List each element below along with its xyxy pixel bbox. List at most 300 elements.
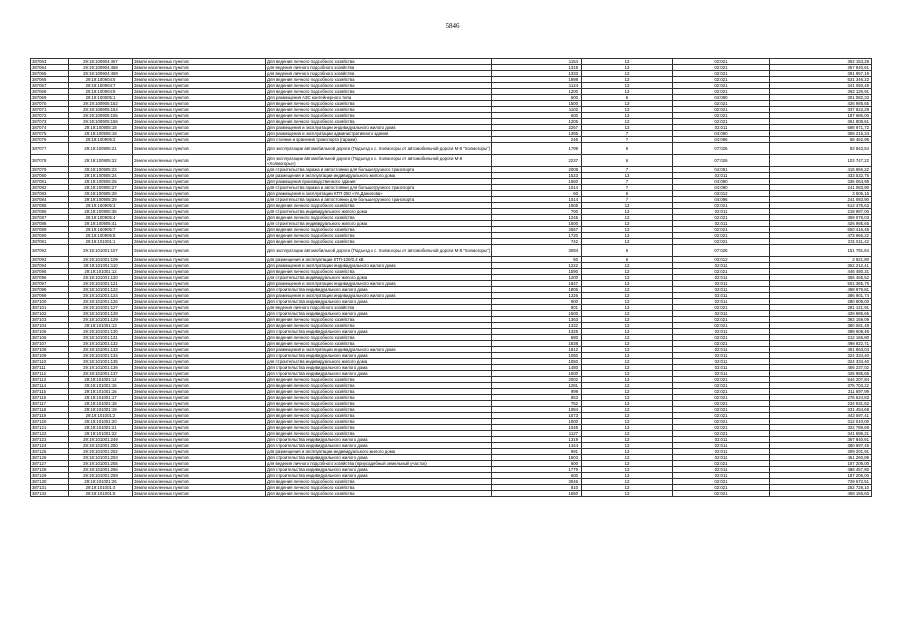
cadastral-value-cell: 301 082,33 xyxy=(770,95,872,101)
cadastral-value-cell: 369 076,03 xyxy=(770,215,872,221)
row-number-cell: 387130 xyxy=(31,479,69,485)
group-code-cell: 13 xyxy=(582,395,673,401)
permitted-use-cell: для строительства гаража и автостоянки для большегрузного транспорта xyxy=(266,197,492,203)
cadastral-value-cell: 352 153,28 xyxy=(770,59,872,65)
area-cell: 1500 xyxy=(492,101,582,107)
cadastral-value-cell: 322 789,69 xyxy=(770,425,872,431)
area-cell: 700 xyxy=(492,209,582,215)
group-code-cell: 6 xyxy=(582,95,673,101)
cadastral-number-cell: 29:19:100905:154 xyxy=(69,107,133,113)
activity-code-cell: 02:021 xyxy=(673,203,770,209)
permitted-use-cell: Для ведения личного подсобного хозяйства xyxy=(266,107,492,113)
group-code-cell: 13 xyxy=(582,461,673,467)
cadastral-value-cell: 375 703,22 xyxy=(770,383,872,389)
group-code-cell: 13 xyxy=(582,383,673,389)
activity-code-cell: 02:021 xyxy=(673,77,770,83)
group-code-cell: 13 xyxy=(582,407,673,413)
row-number-cell: 387108 xyxy=(31,347,69,353)
cadastral-number-cell: 29:19:101001:124 xyxy=(69,293,133,299)
activity-code-cell: 02:021 xyxy=(673,413,770,419)
area-cell: 2567 xyxy=(492,227,582,233)
cadastral-value-cell: 531 346,22 xyxy=(770,77,872,83)
group-code-cell: 7 xyxy=(582,185,673,191)
row-number-cell: 387115 xyxy=(31,389,69,395)
land-category-cell: Земли населенных пунктов xyxy=(133,359,266,365)
permitted-use-cell: Для ведения личного подсобного хозяйства xyxy=(266,317,492,323)
row-number-cell: 387126 xyxy=(31,455,69,461)
group-code-cell: 13 xyxy=(582,365,673,371)
cadastral-value-cell: 512 476,63 xyxy=(770,203,872,209)
area-cell: 1045 xyxy=(492,425,582,431)
cadastral-number-cell: 29:19:101001:249 xyxy=(69,437,133,443)
activity-code-cell: 02:011 xyxy=(673,287,770,293)
cadastral-number-cell: 29:19:101001:4 xyxy=(69,485,133,491)
permitted-use-cell: Для ведения личного подсобного хозяйства xyxy=(266,395,492,401)
cadastral-number-cell: 29:19:101001:129 xyxy=(69,317,133,323)
group-code-cell: 13 xyxy=(582,281,673,287)
group-code-cell: 13 xyxy=(582,449,673,455)
land-category-cell: Земли населенных пунктов xyxy=(133,353,266,359)
cadastral-number-cell: 29:19:101001:22 xyxy=(69,431,133,437)
row-number-cell: 387065 xyxy=(31,71,69,77)
land-category-cell: Земли населенных пунктов xyxy=(133,401,266,407)
cadastral-value-cell: 392 159,09 xyxy=(770,317,872,323)
area-cell: 60 xyxy=(492,191,582,197)
row-number-cell: 387078 xyxy=(31,155,69,167)
group-code-cell: 13 xyxy=(582,389,673,395)
permitted-use-cell: Для строительства индивидуального жилого дома xyxy=(266,371,492,377)
activity-code-cell: 02:011 xyxy=(673,359,770,365)
permitted-use-cell: Для размещения и эксплуатации индивидуального жилого дома xyxy=(266,347,492,353)
cadastral-value-cell: 498 979,81 xyxy=(770,287,872,293)
cadastral-value-cell: 241 083,90 xyxy=(770,185,872,191)
area-cell: 600 xyxy=(492,473,582,479)
row-number-cell: 387106 xyxy=(31,335,69,341)
cadastral-number-cell: 29:19:101001:131 xyxy=(69,335,133,341)
cadastral-value-cell: 380 081,48 xyxy=(770,323,872,329)
activity-code-cell: 07:026 xyxy=(673,245,770,257)
cadastral-value-cell: 241 083,90 xyxy=(770,197,872,203)
cadastral-value-cell: 491 863,04 xyxy=(770,347,872,353)
cadastral-number-cell: 29:19:100904:469 xyxy=(69,71,133,77)
permitted-use-cell: Для ведения личного подсобного хозяйства xyxy=(266,215,492,221)
cadastral-value-cell: 252 728,10 xyxy=(770,485,872,491)
area-cell: 3094 xyxy=(492,245,582,257)
land-category-cell: Земли населенных пунктов xyxy=(133,59,266,65)
area-cell: 1590 xyxy=(492,269,582,275)
cadastral-value-cell: 451 260,89 xyxy=(770,455,872,461)
area-cell: 1050 xyxy=(492,359,582,365)
activity-code-cell: 02:011 xyxy=(673,437,770,443)
cadastral-value-cell: 187 206,00 xyxy=(770,461,872,467)
cadastral-number-cell: 29:19:100905:19 xyxy=(69,131,133,137)
activity-code-cell: 02:021 xyxy=(673,215,770,221)
group-code-cell: 13 xyxy=(582,443,673,449)
group-code-cell: 13 xyxy=(582,215,673,221)
area-cell: 1573 xyxy=(492,413,582,419)
area-cell: 1014 xyxy=(492,185,582,191)
cadastral-value-cell: 367 840,61 xyxy=(770,437,872,443)
permitted-use-cell: Для ведения личного подсобного хозяйства xyxy=(266,407,492,413)
cadastral-value-cell: 276 624,83 xyxy=(770,395,872,401)
permitted-use-cell: Для размещения производственного здания xyxy=(266,179,492,185)
permitted-use-cell: Для стоянки и хранения транспорта (гаражи) xyxy=(266,137,492,143)
group-code-cell: 7 xyxy=(582,167,673,173)
row-number-cell: 387073 xyxy=(31,119,69,125)
cadastral-number-cell: 29:19:101001:253 xyxy=(69,455,133,461)
area-cell: 1326 xyxy=(492,293,582,299)
group-code-cell: 13 xyxy=(582,419,673,425)
row-number-cell: 387099 xyxy=(31,293,69,299)
activity-code-cell: 02:021 xyxy=(673,59,770,65)
area-cell: 1222 xyxy=(492,263,582,269)
activity-code-cell: 02:021 xyxy=(673,395,770,401)
activity-code-cell: 04:091 xyxy=(673,167,770,173)
activity-code-cell: 02:011 xyxy=(673,365,770,371)
group-code-cell: 13 xyxy=(582,341,673,347)
activity-code-cell: 02:011 xyxy=(673,371,770,377)
table-row xyxy=(31,155,872,167)
land-category-cell: Земли населенных пунктов xyxy=(133,239,266,245)
land-category-cell: Земли населенных пунктов xyxy=(133,77,266,83)
group-code-cell: 13 xyxy=(582,425,673,431)
land-category-cell: Земли населенных пунктов xyxy=(133,455,266,461)
area-cell: 1200 xyxy=(492,89,582,95)
cadastral-number-cell: 29:19:101001:15 xyxy=(69,383,133,389)
cadastral-number-cell: 29:19:100905:41 xyxy=(69,221,133,227)
activity-code-cell: 02:021 xyxy=(673,389,770,395)
area-cell: 1319 xyxy=(492,437,582,443)
land-category-cell: Земли населенных пунктов xyxy=(133,143,266,155)
group-code-cell: 13 xyxy=(582,59,673,65)
area-cell: 1363 xyxy=(492,317,582,323)
permitted-use-cell: для размещения и эксплуатации индивидуального жилого дома xyxy=(266,449,492,455)
cadastral-value-cell: 83 843,54 xyxy=(770,143,872,155)
area-cell: 1603 xyxy=(492,455,582,461)
activity-code-cell: 02:011 xyxy=(673,299,770,305)
activity-code-cell: 02:011 xyxy=(673,125,770,131)
activity-code-cell: 02:011 xyxy=(673,443,770,449)
land-category-cell: Земли населенных пунктов xyxy=(133,413,266,419)
land-category-cell: Земли населенных пунктов xyxy=(133,491,266,497)
cadastral-number-cell: 29:19:101001:5 xyxy=(69,491,133,497)
group-code-cell: 6 xyxy=(582,143,673,155)
land-category-cell: Земли населенных пунктов xyxy=(133,107,266,113)
permitted-use-cell: Для размещения и эксплуатации индивидуального жилого дома xyxy=(266,293,492,299)
row-number-cell: 387094 xyxy=(31,263,69,269)
permitted-use-cell: для строительства индивидуального жилого дома xyxy=(266,275,492,281)
cadastral-number-cell: 29:19:101001:26 xyxy=(69,479,133,485)
permitted-use-cell: Для ведения личного подсобного хозяйства xyxy=(266,89,492,95)
area-cell: 1102 xyxy=(492,107,582,113)
cadastral-number-cell: 29:19:101001:16 xyxy=(69,389,133,395)
area-cell: 1806 xyxy=(492,287,582,293)
cadastral-value-cell: 367 840,61 xyxy=(770,65,872,71)
cadastral-value-cell: 103 747,22 xyxy=(770,155,872,167)
area-cell: 1812 xyxy=(492,347,582,353)
row-number-cell: 387123 xyxy=(31,437,69,443)
group-code-cell: 13 xyxy=(582,323,673,329)
permitted-use-cell: Для строительства индивидуального жилого дома xyxy=(266,365,492,371)
permitted-use-cell: Для ведения личного подсобного хозяйства xyxy=(266,335,492,341)
cadastral-value-cell: 473 866,22 xyxy=(770,233,872,239)
cadastral-value-cell: 426 985,65 xyxy=(770,311,872,317)
row-number-cell: 387118 xyxy=(31,407,69,413)
row-number-cell: 387069 xyxy=(31,95,69,101)
permitted-use-cell: для строительства индивидуального жилого дома xyxy=(266,359,492,365)
row-number-cell: 387081 xyxy=(31,179,69,185)
area-cell: 1325 xyxy=(492,329,582,335)
area-cell: 1200 xyxy=(492,275,582,281)
area-cell: 1154 xyxy=(492,59,582,65)
group-code-cell: 13 xyxy=(582,221,673,227)
group-code-cell: 13 xyxy=(582,89,673,95)
row-number-cell: 387129 xyxy=(31,473,69,479)
permitted-use-cell: Для строительства индивидуального жилого дома xyxy=(266,473,492,479)
land-category-cell: Земли населенных пунктов xyxy=(133,431,266,437)
area-cell: 1385 xyxy=(492,131,582,137)
land-category-cell: Земли населенных пунктов xyxy=(133,479,266,485)
land-category-cell: Земли населенных пунктов xyxy=(133,179,266,185)
activity-code-cell: 02:011 xyxy=(673,467,770,473)
land-category-cell: Земли населенных пунктов xyxy=(133,347,266,353)
row-number-cell: 387072 xyxy=(31,113,69,119)
cadastral-number-cell: 29:19:101001:18 xyxy=(69,401,133,407)
activity-code-cell: 02:021 xyxy=(673,239,770,245)
row-number-cell: 387114 xyxy=(31,383,69,389)
table-row xyxy=(31,245,872,257)
cadastral-value-cell: 380 997,45 xyxy=(770,443,872,449)
cadastral-value-cell: 544 207,84 xyxy=(770,377,872,383)
row-number-cell: 387125 xyxy=(31,449,69,455)
row-number-cell: 387119 xyxy=(31,413,69,419)
group-code-cell: 13 xyxy=(582,347,673,353)
permitted-use-cell: Для строительства индивидуального жилого дома xyxy=(266,299,492,305)
cadastral-value-cell: 356 455,52 xyxy=(770,275,872,281)
row-number-cell: 387075 xyxy=(31,131,69,137)
row-number-cell: 387131 xyxy=(31,485,69,491)
row-number-cell: 387080 xyxy=(31,173,69,179)
cadastral-number-cell: 29:19:100905:4 xyxy=(69,215,133,221)
permitted-use-cell: Для ведения личного подсобного хозяйства xyxy=(266,491,492,497)
activity-code-cell: 02:021 xyxy=(673,233,770,239)
area-cell: 1779 xyxy=(492,467,582,473)
cadastral-value-cell: 362 212,41 xyxy=(770,263,872,269)
land-category-cell: Земли населенных пунктов xyxy=(133,335,266,341)
group-code-cell: 13 xyxy=(582,371,673,377)
land-category-cell: Земли населенных пунктов xyxy=(133,155,266,167)
land-category-cell: Земли населенных пунктов xyxy=(133,299,266,305)
activity-code-cell: 02:021 xyxy=(673,83,770,89)
permitted-use-cell: Для размещения и эксплуатации индивидуального жилого дома xyxy=(266,263,492,269)
land-category-cell: Земли населенных пунктов xyxy=(133,167,266,173)
cadastral-number-cell: 29:19:100905:8 xyxy=(69,233,133,239)
permitted-use-cell: Для размещения и эксплуатации КТП-250 «Ул.Данилова» xyxy=(266,191,492,197)
permitted-use-cell: Для ведения личного подсобного хозяйства xyxy=(266,419,492,425)
activity-code-cell: 02:021 xyxy=(673,323,770,329)
activity-code-cell: 02:011 xyxy=(673,221,770,227)
group-code-cell: 13 xyxy=(582,359,673,365)
cadastral-value-cell: 486 457,80 xyxy=(770,467,872,473)
land-category-cell: Земли населенных пунктов xyxy=(133,389,266,395)
group-code-cell: 13 xyxy=(582,125,673,131)
land-category-cell: Земли населенных пунктов xyxy=(133,95,266,101)
cadastral-number-cell: 29:19:100905:35 xyxy=(69,209,133,215)
area-cell: 600 xyxy=(492,113,582,119)
cadastral-number-cell: 29:19:100905:22 xyxy=(69,155,133,167)
activity-code-cell: 02:011 xyxy=(673,311,770,317)
area-cell: 1127 xyxy=(492,431,582,437)
area-cell: 2002 xyxy=(492,377,582,383)
group-code-cell: 13 xyxy=(582,275,673,281)
permitted-use-cell: Для ведения личного подсобного хозяйства xyxy=(266,233,492,239)
cadastral-value-cell: 729 672,51 xyxy=(770,479,872,485)
cadastral-value-cell: 416 966,22 xyxy=(770,167,872,173)
permitted-use-cell: Для ведения личного подсобного хозяйства xyxy=(266,113,492,119)
cadastral-value-cell: 365 215,34 xyxy=(770,131,872,137)
cadastral-number-cell: 29:19:101001:128 xyxy=(69,311,133,317)
land-category-cell: Земли населенных пунктов xyxy=(133,209,266,215)
area-cell: 1124 xyxy=(492,83,582,89)
area-cell: 1480 xyxy=(492,365,582,371)
land-category-cell: Земли населенных пунктов xyxy=(133,221,266,227)
land-category-cell: Земли населенных пунктов xyxy=(133,341,266,347)
activity-code-cell: 02:021 xyxy=(673,425,770,431)
activity-code-cell: 02:021 xyxy=(673,107,770,113)
permitted-use-cell: Для строительства индивидуального жилого дома xyxy=(266,443,492,449)
cadastral-value-cell: 187 206,00 xyxy=(770,473,872,479)
cadastral-value-cell: 324 334,40 xyxy=(770,353,872,359)
area-cell: 999 xyxy=(492,389,582,395)
cadastral-value-cell: 446 480,31 xyxy=(770,269,872,275)
land-category-cell: Земли населенных пунктов xyxy=(133,311,266,317)
cadastral-value-table xyxy=(30,58,872,497)
cadastral-number-cell: 29:19:100905:1 xyxy=(69,95,133,101)
activity-code-cell: 02:021 xyxy=(673,377,770,383)
group-code-cell: 13 xyxy=(582,431,673,437)
area-cell: 600 xyxy=(492,95,582,101)
cadastral-number-cell: 29:19:100905:27 xyxy=(69,185,133,191)
area-cell: 1560 xyxy=(492,179,582,185)
group-code-cell: 13 xyxy=(582,287,673,293)
land-category-cell: Земли населенных пунктов xyxy=(133,275,266,281)
permitted-use-cell: Для строительства индивидуального жилого дома xyxy=(266,329,492,335)
row-number-cell: 387064 xyxy=(31,65,69,71)
row-number-cell: 387066 xyxy=(31,77,69,83)
cadastral-number-cell: 29:19:101001:12 xyxy=(69,269,133,275)
cadastral-value-cell: 598 971,72 xyxy=(770,125,872,131)
group-code-cell: 13 xyxy=(582,203,673,209)
permitted-use-cell: Для ведения личного подсобного хозяйства xyxy=(266,431,492,437)
group-code-cell: 13 xyxy=(582,479,673,485)
activity-code-cell: 02:021 xyxy=(673,101,770,107)
area-cell: 1650 xyxy=(492,491,582,497)
activity-code-cell: 02:021 xyxy=(673,269,770,275)
land-category-cell: Земли населенных пунктов xyxy=(133,125,266,131)
permitted-use-cell: для ведения личного подсобного хозяйства xyxy=(266,71,492,77)
area-cell: 1799 xyxy=(492,143,582,155)
area-cell: 1523 xyxy=(492,173,582,179)
land-category-cell: Земли населенных пунктов xyxy=(133,329,266,335)
land-category-cell: Земли населенных пунктов xyxy=(133,257,266,263)
row-number-cell: 387122 xyxy=(31,431,69,437)
row-number-cell: 387105 xyxy=(31,329,69,335)
activity-code-cell: 02:011 xyxy=(673,281,770,287)
activity-code-cell: 02:011 xyxy=(673,347,770,353)
row-number-cell: 387071 xyxy=(31,107,69,113)
activity-code-cell: 02:011 xyxy=(673,449,770,455)
row-number-cell: 387077 xyxy=(31,143,69,155)
activity-code-cell: 02:021 xyxy=(673,119,770,125)
land-category-cell: Земли населенных пунктов xyxy=(133,443,266,449)
row-number-cell: 387107 xyxy=(31,341,69,347)
land-category-cell: Земли населенных пунктов xyxy=(133,65,266,71)
cadastral-number-cell: 29:19:101001:137 xyxy=(69,371,133,377)
cadastral-number-cell: 29:19:101001:109 xyxy=(69,257,133,263)
permitted-use-cell: Для ведения личного подсобного хозяйства xyxy=(266,425,492,431)
land-category-cell: Земли населенных пунктов xyxy=(133,131,266,137)
cadastral-value-cell: 458 156,60 xyxy=(770,491,872,497)
cadastral-number-cell: 29:19:101001:126 xyxy=(69,299,133,305)
cadastral-number-cell: 29:19:101001:110 xyxy=(69,263,133,269)
permitted-use-cell: для ведения личного подсобного хозяйства xyxy=(266,65,492,71)
cadastral-value-cell: 311 697,99 xyxy=(770,389,872,395)
table-row xyxy=(31,491,872,497)
group-code-cell: 13 xyxy=(582,269,673,275)
cadastral-number-cell: 29:19:100905:7 xyxy=(69,227,133,233)
land-category-cell: Земли населенных пунктов xyxy=(133,473,266,479)
activity-code-cell: 02:011 xyxy=(673,473,770,479)
area-cell: 742 xyxy=(492,239,582,245)
permitted-use-cell: Для размещения и эксплуатации индивидуального жилого дома xyxy=(266,125,492,131)
area-cell: 246 xyxy=(492,137,582,143)
permitted-use-cell: Для ведения личного подсобного хозяйства xyxy=(266,83,492,89)
row-number-cell: 387070 xyxy=(31,101,69,107)
row-number-cell: 387113 xyxy=(31,377,69,383)
activity-code-cell: 02:011 xyxy=(673,455,770,461)
land-category-cell: Земли населенных пунктов xyxy=(133,71,266,77)
page-number: 5846 xyxy=(445,22,460,30)
area-cell: 1998 xyxy=(492,77,582,83)
permitted-use-cell: для ведения личного подсобного хозяйства xyxy=(266,305,492,311)
table-row xyxy=(31,143,872,155)
row-number-cell: 387068 xyxy=(31,89,69,95)
permitted-use-cell: Для размещения и эксплуатации административного здания xyxy=(266,131,492,137)
activity-code-cell: 02:021 xyxy=(673,65,770,71)
cadastral-value-cell: 312 010,00 xyxy=(770,419,872,425)
row-number-cell: 387096 xyxy=(31,275,69,281)
permitted-use-cell: для ведения личного подсобного хозяйства (приусадебный земельный участок) xyxy=(266,461,492,467)
area-cell: 50 xyxy=(492,257,582,263)
row-number-cell: 387087 xyxy=(31,215,69,221)
group-code-cell: 13 xyxy=(582,77,673,83)
group-code-cell: 13 xyxy=(582,101,673,107)
cadastral-number-cell: 29:19:100905:2 xyxy=(69,137,133,143)
row-number-cell: 387076 xyxy=(31,137,69,143)
group-code-cell: 13 xyxy=(582,65,673,71)
activity-code-cell: 02:011 xyxy=(673,263,770,269)
permitted-use-cell: Для эксплуатации автомобильной дороги (Подъезд к с. Холмогоры от автомобильной дороги М-8 "Холмогоры") xyxy=(266,245,492,257)
row-number-cell: 387109 xyxy=(31,353,69,359)
area-cell: 901 xyxy=(492,305,582,311)
activity-code-cell: 02:021 xyxy=(673,71,770,77)
activity-code-cell: 02:021 xyxy=(673,341,770,347)
row-number-cell: 387124 xyxy=(31,443,69,449)
area-cell: 600 xyxy=(492,461,582,467)
group-code-cell: 13 xyxy=(582,311,673,317)
permitted-use-cell: для размещения и эксплуатации индивидуального жилого дома xyxy=(266,173,492,179)
cadastral-value-cell: 498 922,71 xyxy=(770,341,872,347)
